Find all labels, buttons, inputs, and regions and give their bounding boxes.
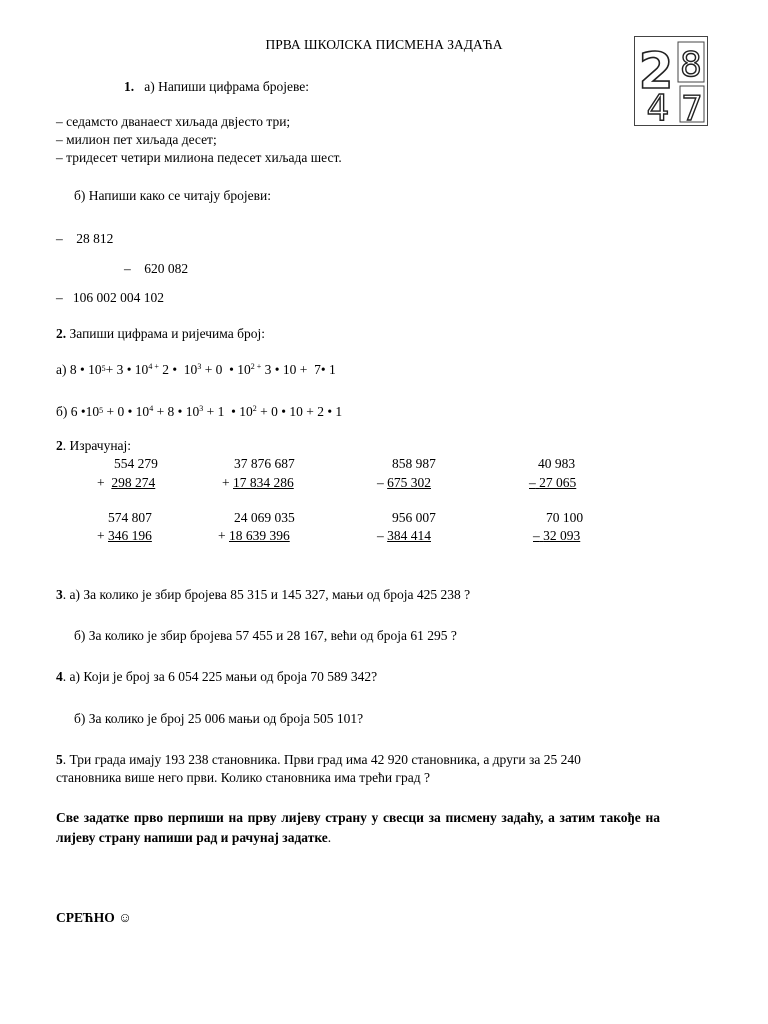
digits-2-8-4-7-icon <box>634 36 708 126</box>
task-text: . а) За колико је збир бројева 85 315 и 145 327, мањи од броја 425 238 ? <box>62 587 471 602</box>
task-4-a <box>56 669 377 685</box>
page-title: ПРВА ШКОЛСКА ПИСМЕНА ЗАДАЋА <box>265 37 503 52</box>
expression-rest: + 3 • 10 <box>105 362 149 377</box>
operator-sign: – <box>529 475 536 490</box>
task-1-a-item: – милион пет хиљада десет; <box>56 132 217 147</box>
task-1-b-item <box>56 231 113 247</box>
task-2-b-expression: б) 6 $•10^5 + 0$ • $10^4 + 8$ • $10^3 + 1$ • $10^2 + 0$ • 10 + 2 • 1 <box>56 404 343 419</box>
instructions-note: Све задатке прво перпиши на прву лијеву страну у свесци за писмену задаћу, а затим такође на лијеву страну напиши рад и рачунај задатке. <box>56 810 660 845</box>
logo-digit: 8 <box>680 45 702 85</box>
task-1-a-item: – седамсто дванаест хиљада двјесто три; <box>56 114 291 129</box>
operator-sign: – <box>533 528 540 543</box>
logo-digit: 4 <box>646 88 670 126</box>
logo-digit: 7 <box>681 89 703 126</box>
logo-digit: 2 <box>638 42 674 100</box>
operand-value: 18 639 396 <box>229 528 290 543</box>
operator-sign: + <box>97 475 105 490</box>
operand-value: 346 196 <box>108 528 152 543</box>
operand-bottom <box>97 528 152 544</box>
task-4-b: б) За колико је број 25 006 мањи од броја 505 101? <box>74 711 364 726</box>
dash: – <box>124 261 131 276</box>
task-prompt: а) Напиши цифрама бројеве: <box>144 79 310 94</box>
operand-top: 37 876 687 <box>234 456 295 471</box>
expression-rest: + 0 • 10 <box>103 404 150 419</box>
task-prompt: Запиши цифрама и ријечима број: <box>66 326 265 341</box>
operand-value: 17 834 286 <box>233 475 294 490</box>
dash: – <box>56 290 63 305</box>
task-3-a <box>56 587 470 603</box>
task-number: 2. <box>56 326 67 341</box>
operator-sign: – <box>377 528 384 543</box>
operand-top: 858 987 <box>392 456 436 471</box>
task-5-line <box>56 752 581 768</box>
operator-sign: – <box>377 475 384 490</box>
task-text: . Три града имају 193 238 становника. Први град има 42 920 становника, а други за 25 240 <box>62 752 581 767</box>
task-text: . а) Који је број за 6 054 225 мањи од броја 70 589 342? <box>62 669 378 684</box>
operand-top: 956 007 <box>392 510 436 525</box>
task-number: 2 <box>56 438 63 453</box>
operand-bottom <box>377 475 431 491</box>
expression-prefix: б) 6 •10 <box>56 404 100 419</box>
operator-sign: + <box>97 528 105 543</box>
operand-top: 40 983 <box>538 456 576 471</box>
operand-value: 32 093 <box>543 528 581 543</box>
operator-sign: + <box>222 475 230 490</box>
task-number: 4 <box>56 669 63 684</box>
task-3-b: б) За колико је збир бројева 57 455 и 28 167, већи од броја 61 295 ? <box>74 628 457 643</box>
operand-value: 384 414 <box>387 528 431 543</box>
operand-top: 24 069 035 <box>234 510 295 525</box>
operand-bottom <box>222 475 294 491</box>
task-1-b-item <box>124 261 188 277</box>
task-number: 5 <box>56 752 63 767</box>
operand-top: 554 279 <box>114 456 158 471</box>
operand-value: 298 274 <box>111 475 156 490</box>
task-5-line: становника више него први. Колико становника има трећи град ? <box>56 770 430 785</box>
operand-bottom <box>377 528 431 544</box>
task-prompt: . Израчунај: <box>62 438 132 453</box>
closing-wish: СРЕЋНО ☺ <box>56 910 132 925</box>
task-1-b-item <box>56 290 164 306</box>
task-number: 3 <box>56 587 63 602</box>
task-1-b-prompt: б) Напиши како се читају бројеви: <box>74 188 272 203</box>
number-value: 106 002 004 102 <box>72 290 164 305</box>
expression-prefix: а) 8 • 10 <box>56 362 102 377</box>
task-number: 1. <box>124 79 135 94</box>
operand-bottom <box>97 475 155 491</box>
task-2-a-expression: а) 8 • $10^5+ 3$ • $10^{4 +}$ 2 • $10^3 + 0$ • $10^{2 +}$ 3 • 10 + 7• 1 <box>56 362 336 377</box>
task-1-a-item: – тридесет четири милиона педесет хиљада шест. <box>56 150 342 165</box>
operand-bottom <box>218 528 290 544</box>
operand-top: 70 100 <box>546 510 584 525</box>
operand-top: 574 807 <box>108 510 152 525</box>
calculate-heading <box>56 438 131 454</box>
operand-value: 27 065 <box>539 475 577 490</box>
operand-bottom <box>529 475 576 491</box>
number-value: 28 812 <box>76 231 114 246</box>
task-2-heading <box>56 326 265 342</box>
operand-value: 675 302 <box>387 475 431 490</box>
number-value: 620 082 <box>144 261 189 276</box>
operand-bottom <box>533 528 580 544</box>
operator-sign: + <box>218 528 226 543</box>
dash: – <box>56 231 63 246</box>
task-1-a-heading <box>124 79 309 95</box>
